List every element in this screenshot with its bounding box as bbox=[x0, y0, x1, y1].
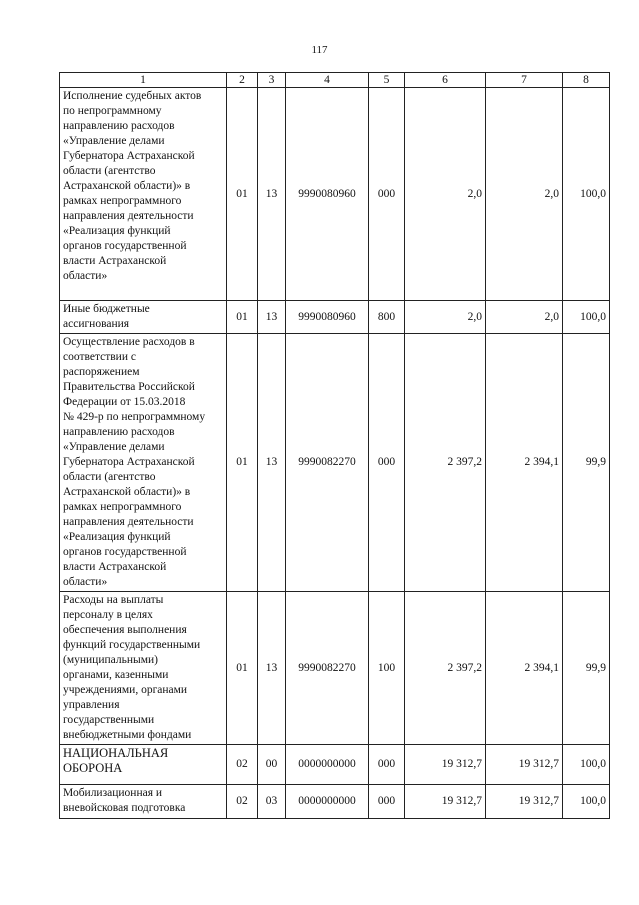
table-row bbox=[60, 785, 610, 819]
execution-percent: 100,0 bbox=[563, 301, 610, 334]
expense-type-code: 800 bbox=[369, 301, 405, 334]
column-header: 1 bbox=[60, 73, 227, 88]
target-article-code: 0000000000 bbox=[286, 745, 369, 785]
row-description: Расходы на выплаты персоналу в целях обеспечения выполнения функций государственными (муниципальными) органами, казенными учреждениями, органами управления государственными внебюджетными фондами bbox=[60, 592, 227, 745]
expense-type-code: 100 bbox=[369, 592, 405, 745]
row-description: Исполнение судебных актов по непрограммному направлению расходов «Управление делами Губернатора Астраханской области (агентство Астраханской области)» в рамках непрограммного направления деятельности «Реализация функций органов государственной власти Астраханской области» bbox=[60, 88, 227, 301]
execution-percent: 100,0 bbox=[563, 745, 610, 785]
subsection-code: 13 bbox=[258, 301, 286, 334]
table-row bbox=[60, 88, 610, 301]
execution-percent: 99,9 bbox=[563, 334, 610, 592]
planned-amount: 2 397,2 bbox=[405, 334, 486, 592]
target-article-code: 9990082270 bbox=[286, 592, 369, 745]
row-description: НАЦИОНАЛЬНАЯ ОБОРОНА bbox=[60, 745, 227, 785]
section-code: 02 bbox=[227, 745, 258, 785]
table-row bbox=[60, 334, 610, 592]
expense-type-code: 000 bbox=[369, 334, 405, 592]
column-number-row bbox=[60, 73, 610, 88]
column-header: 5 bbox=[369, 73, 405, 88]
row-description: Мобилизационная и вневойсковая подготовка bbox=[60, 785, 227, 819]
planned-amount: 2,0 bbox=[405, 301, 486, 334]
budget-table bbox=[59, 72, 610, 819]
actual-amount: 19 312,7 bbox=[486, 785, 563, 819]
expense-type-code: 000 bbox=[369, 785, 405, 819]
execution-percent: 100,0 bbox=[563, 88, 610, 301]
section-code: 01 bbox=[227, 592, 258, 745]
subsection-code: 13 bbox=[258, 334, 286, 592]
subsection-code: 00 bbox=[258, 745, 286, 785]
section-code: 01 bbox=[227, 334, 258, 592]
column-header: 2 bbox=[227, 73, 258, 88]
section-code: 01 bbox=[227, 301, 258, 334]
column-header: 7 bbox=[486, 73, 563, 88]
column-header: 3 bbox=[258, 73, 286, 88]
column-header: 4 bbox=[286, 73, 369, 88]
target-article-code: 0000000000 bbox=[286, 785, 369, 819]
subsection-code: 03 bbox=[258, 785, 286, 819]
planned-amount: 2 397,2 bbox=[405, 592, 486, 745]
section-code: 01 bbox=[227, 88, 258, 301]
target-article-code: 9990080960 bbox=[286, 88, 369, 301]
row-description: Иные бюджетные ассигнования bbox=[60, 301, 227, 334]
table-row bbox=[60, 301, 610, 334]
target-article-code: 9990082270 bbox=[286, 334, 369, 592]
table-row bbox=[60, 592, 610, 745]
page-number: 117 bbox=[311, 44, 328, 56]
section-code: 02 bbox=[227, 785, 258, 819]
column-header: 8 bbox=[563, 73, 610, 88]
expense-type-code: 000 bbox=[369, 88, 405, 301]
actual-amount: 2,0 bbox=[486, 88, 563, 301]
table-row bbox=[60, 745, 610, 785]
actual-amount: 2 394,1 bbox=[486, 592, 563, 745]
row-description: Осуществление расходов в соответствии с распоряжением Правительства Российской Федерации от 15.03.2018 № 429-р по непрограммному направлению расходов «Управление делами Губернатора Астраханской области (агентство Астраханской области)» в рамках непрограммного направления деятельности «Реализация функций органов государственной власти Астраханской области» bbox=[60, 334, 227, 592]
actual-amount: 2,0 bbox=[486, 301, 563, 334]
actual-amount: 19 312,7 bbox=[486, 745, 563, 785]
expense-type-code: 000 bbox=[369, 745, 405, 785]
execution-percent: 100,0 bbox=[563, 785, 610, 819]
target-article-code: 9990080960 bbox=[286, 301, 369, 334]
planned-amount: 2,0 bbox=[405, 88, 486, 301]
column-header: 6 bbox=[405, 73, 486, 88]
actual-amount: 2 394,1 bbox=[486, 334, 563, 592]
subsection-code: 13 bbox=[258, 592, 286, 745]
planned-amount: 19 312,7 bbox=[405, 745, 486, 785]
execution-percent: 99,9 bbox=[563, 592, 610, 745]
subsection-code: 13 bbox=[258, 88, 286, 301]
planned-amount: 19 312,7 bbox=[405, 785, 486, 819]
